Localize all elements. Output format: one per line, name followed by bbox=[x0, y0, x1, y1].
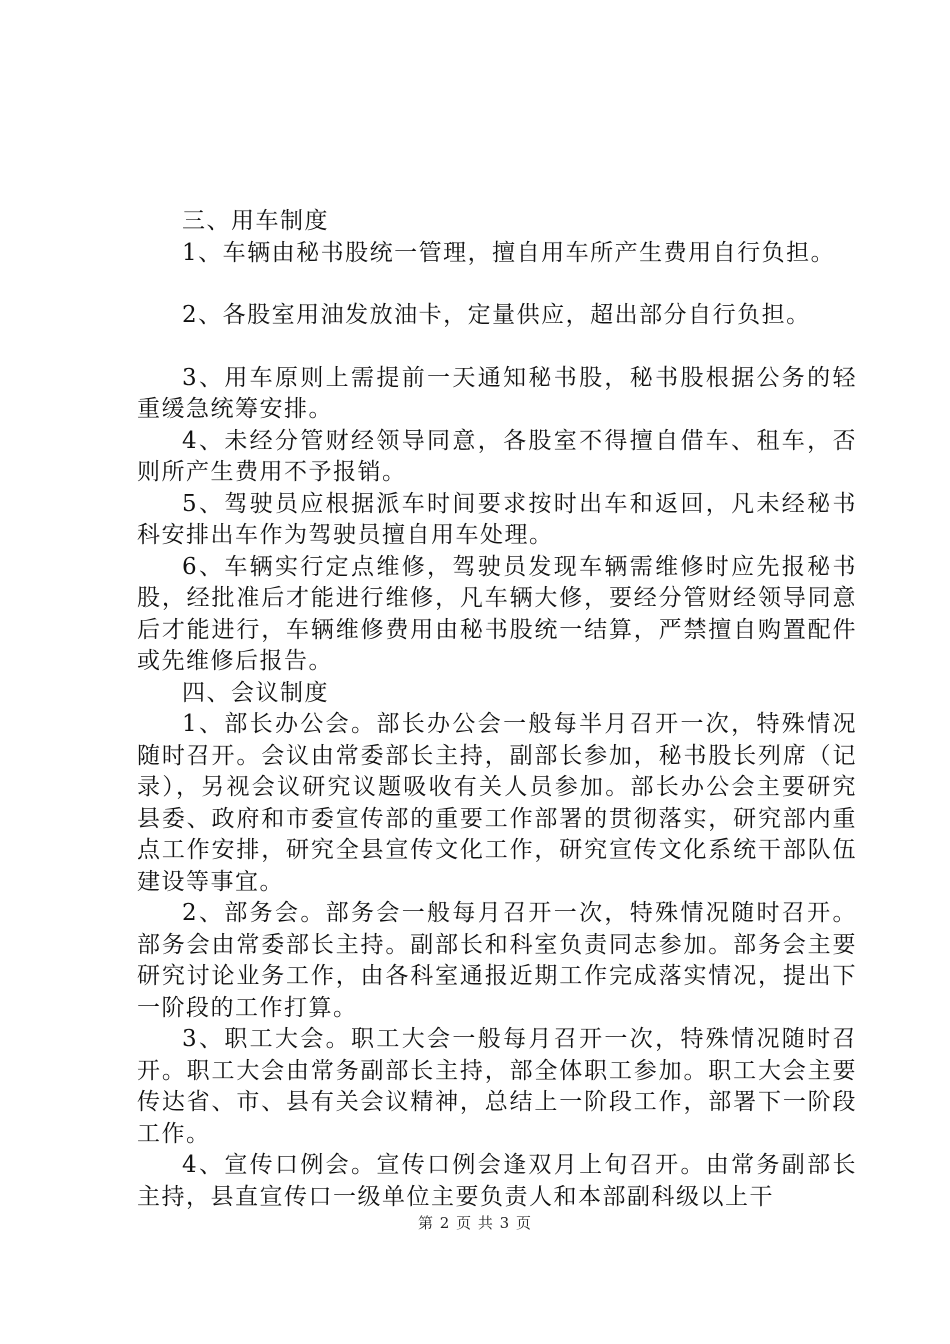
section-heading-vehicle: 三、用车制度 bbox=[182, 208, 329, 234]
paragraph: 5、驾驶员应根据派车时间要求按时出车和返回，凡未经秘书科安排出车作为驾驶员擅自用车处理。 bbox=[137, 490, 857, 548]
section-heading-meeting: 四、会议制度 bbox=[182, 679, 329, 706]
paragraph: 4、宣传口例会。宣传口例会逢双月上旬召开。由常务副部长主持，县直宣传口一级单位主要负责人和本部副科级以上干 bbox=[137, 1152, 857, 1210]
page-number-footer: 第 2 页 共 3 页 bbox=[418, 1214, 532, 1232]
paragraph: 6、车辆实行定点维修，驾驶员发现车辆需维修时应先报秘书股，经批准后才能进行维修，凡车辆大修，要经分管财经领导同意后才能进行，车辆维修费用由秘书股统一结算，严禁擅自购置配件或先维修后报告。 bbox=[137, 553, 857, 674]
paragraph: 1、车辆由秘书股统一管理，擅自用车所产生费用自行负担。 bbox=[182, 239, 836, 266]
paragraph: 3、用车原则上需提前一天通知秘书股，秘书股根据公务的轻重缓急统筹安排。 bbox=[137, 364, 857, 422]
paragraph: 4、未经分管财经领导同意，各股室不得擅自借车、租车，否则所产生费用不予报销。 bbox=[137, 427, 857, 485]
paragraph: 2、部务会。部务会一般每月召开一次，特殊情况随时召开。部务会由常委部长主持。副部长和科室负责同志参加。部务会主要研究讨论业务工作，由各科室通报近期工作完成落实情况，提出下一阶段的工作打算。 bbox=[137, 900, 857, 1021]
paragraph: 2、各股室用油发放油卡，定量供应，超出部分自行负担。 bbox=[182, 302, 811, 328]
document-body bbox=[137, 206, 857, 1213]
paragraph: 3、职工大会。职工大会一般每月召开一次，特殊情况随时召开。职工大会由常务副部长主持，部全体职工参加。职工大会主要传达省、市、县有关会议精神，总结上一阶段工作，部署下一阶段工作。 bbox=[137, 1026, 857, 1147]
paragraph: 1、部长办公会。部长办公会一般每半月召开一次，特殊情况随时召开。会议由常委部长主持，副部长参加，秘书股长列席（记录），另视会议研究议题吸收有关人员参加。部长办公会主要研究县委、政府和市委宣传部的重要工作部署的贯彻落实，研究部内重点工作安排，研究全县宣传文化工作，研究宣传文化系统干部队伍建设等事宜。 bbox=[137, 711, 857, 895]
